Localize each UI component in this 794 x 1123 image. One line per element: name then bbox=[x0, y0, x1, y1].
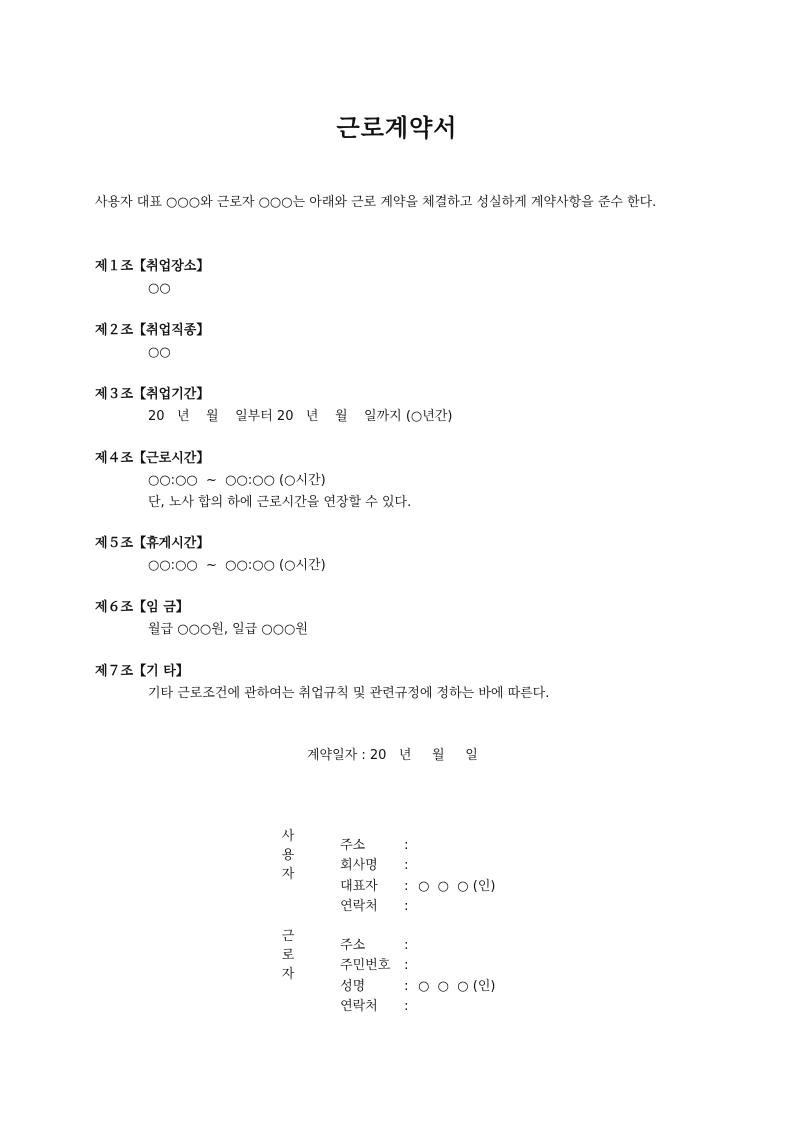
article-7 bbox=[95, 661, 715, 705]
article-heading: 제５조【휴게시간】 bbox=[95, 536, 210, 551]
article-text: ○○:○○ ~ ○○:○○ (○시간) bbox=[148, 558, 326, 573]
article-3 bbox=[95, 384, 715, 428]
article-text: ○○ bbox=[148, 281, 171, 296]
field-label: 주민번호 bbox=[340, 958, 391, 973]
article-4 bbox=[95, 448, 715, 514]
article-heading: 제３조【취업기간】 bbox=[95, 387, 210, 402]
field-label: 주소 bbox=[340, 937, 366, 953]
article-text: 20 년 월 일부터 20 년 월 일까지 (○년간) bbox=[148, 409, 453, 424]
article-heading: 제７조【기 타】 bbox=[95, 664, 189, 679]
field-value: ○ ○ ○ (인) bbox=[418, 978, 496, 994]
contract-date: 계약일자 : 20 년 월 일 bbox=[307, 748, 478, 763]
field-label: 대표자 bbox=[340, 878, 378, 894]
field-label: 연락처 bbox=[340, 899, 378, 914]
article-1 bbox=[95, 256, 715, 300]
article-text: 단, 노사 합의 하에 근로시간을 연장할 수 있다. bbox=[148, 495, 412, 510]
article-text: 기타 근로조건에 관하여는 취업규칙 및 관련규정에 정하는 바에 따른다. bbox=[148, 686, 550, 701]
article-text: ○○ bbox=[148, 345, 171, 360]
employer-label: 사 용 자 bbox=[281, 829, 295, 882]
article-heading: 제２조【취업직종】 bbox=[95, 323, 210, 338]
article-6 bbox=[95, 597, 715, 641]
article-text: 월급 ○○○원, 일급 ○○○원 bbox=[148, 622, 308, 637]
field-value: ○ ○ ○ (인) bbox=[418, 878, 496, 894]
employer-company-row: 회사명 : bbox=[307, 836, 495, 857]
employee-contact-row: 연락처 : bbox=[307, 977, 495, 998]
article-text: ○○:○○ ~ ○○:○○ (○시간) bbox=[148, 473, 326, 488]
employer-representative-row: 대표자 : ○ ○ ○ (인) bbox=[307, 856, 495, 877]
employee-label: 근 로 자 bbox=[281, 929, 295, 982]
employee-id-row: 주민번호 : bbox=[307, 936, 495, 957]
field-label: 성명 bbox=[340, 978, 366, 994]
field-label: 연락처 bbox=[340, 999, 378, 1014]
employer-address-row: 주소 : bbox=[307, 815, 495, 836]
field-label: 회사명 bbox=[340, 858, 378, 873]
article-heading: 제６조【임 금】 bbox=[95, 600, 189, 615]
document-title: 근로계약서 bbox=[336, 114, 458, 142]
article-heading: 제１조【취업장소】 bbox=[95, 259, 210, 274]
field-label: 주소 bbox=[340, 837, 366, 853]
article-2 bbox=[95, 320, 715, 364]
employee-address-row: 주소 : bbox=[307, 915, 495, 936]
employee-name-row: 성명 : ○ ○ ○ (인) bbox=[307, 956, 495, 977]
employer-contact-row: 연락처 : bbox=[307, 877, 495, 898]
intro-paragraph: 사용자 대표 ○○○와 근로자 ○○○는 아래와 근로 계약을 체결하고 성실하게 계약사항을 준수 한다. bbox=[95, 195, 657, 210]
article-heading: 제４조【근로시간】 bbox=[95, 451, 210, 466]
article-5 bbox=[95, 533, 715, 577]
